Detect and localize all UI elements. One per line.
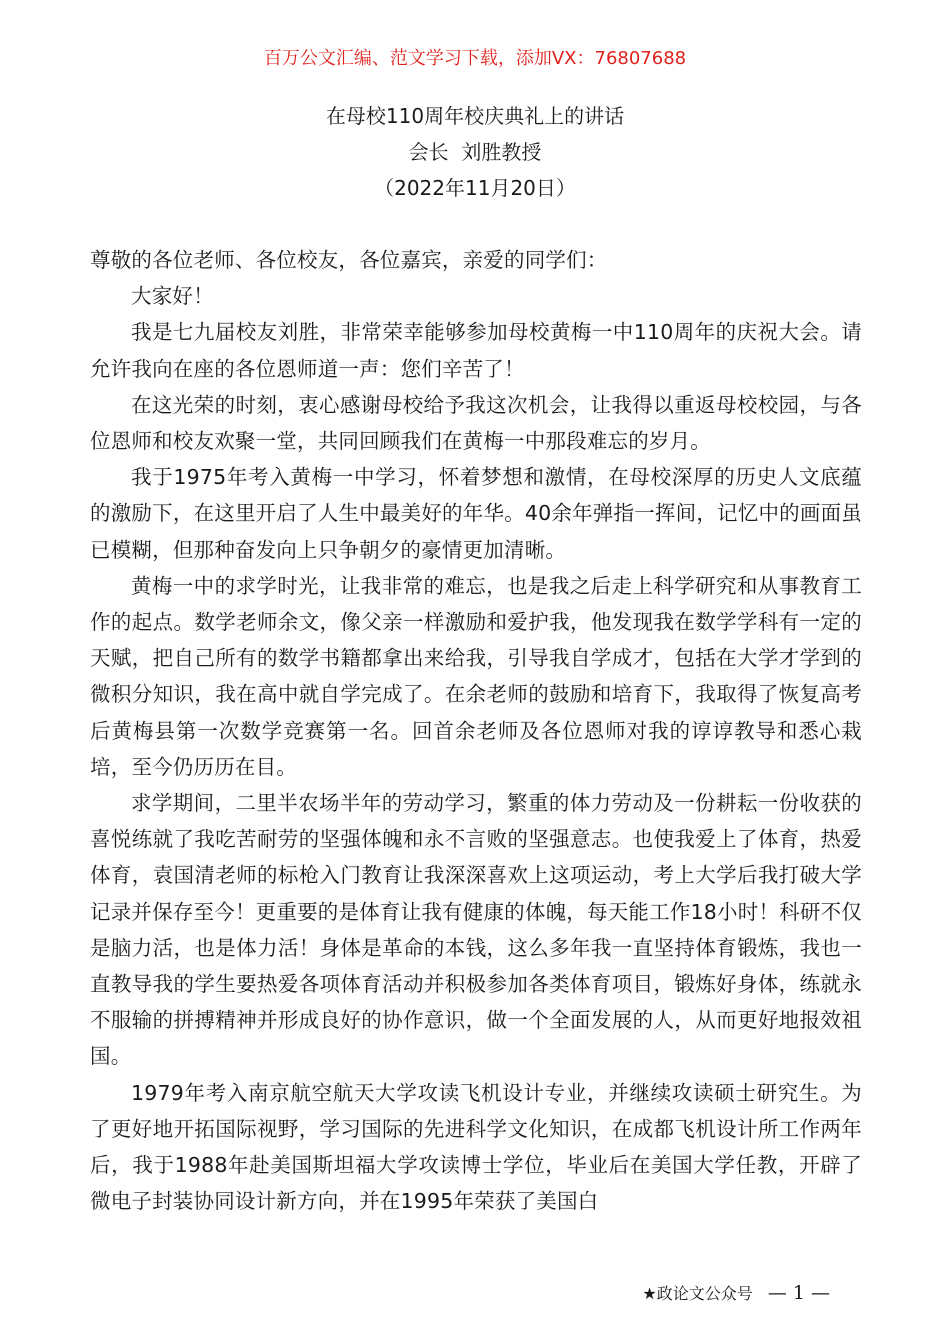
promo-header: 百万公文汇编、范文学习下载，添加VX：76807688 [263,48,687,69]
page-footer [642,1281,830,1306]
salutation: 尊敬的各位老师、各位校友，各位嘉宾，亲爱的同学们： [90,248,608,272]
paragraph: 1979年考入南京航空航天大学攻读飞机设计专业，并继续攻读硕士研究生。为了更好地开拓国际视野，学习国际的先进科学文化知识，在成都飞机设计所工作两年后，我于1988年赴美国斯坦福大学攻读博士学位，毕业后在美国大学任教，开辟了微电子封装协同设计新方向，并在1995年荣获了美国白 [90,1080,862,1214]
title-block [0,98,950,206]
paragraph: 求学期间，二里半农场半年的劳动学习，繁重的体力劳动及一份耕耘一份收获的喜悦练就了我吃苦耐劳的坚强体魄和永不言败的坚强意志。也使我爱上了体育，热爱体育，袁国清老师的标枪入门教育让我深深喜欢上这项运动，考上大学后我打破大学记录并保存至今！更重要的是体育让我有健康的体魄，每天能工作18小时！科研不仅是脑力活，也是体力活！身体是革命的本钱，这么多年我一直坚持体育锻炼，我也一直教导我的学生要热爱各项体育活动并积极参加各类体育项目，锻炼好身体，练就永不服输的拼搏精神并形成良好的协作意识，做一个全面发展的人，从而更好地报效祖国。 [90,791,862,1069]
date-line: （2022年11月20日） [374,176,576,200]
paragraph: 我是七九届校友刘胜，非常荣幸能够参加母校黄梅一中110周年的庆祝大会。请允许我向在座的各位恩师道一声：您们辛苦了！ [90,320,862,381]
speaker-line: 会长 刘胜教授 [408,140,542,164]
paragraph: 在这光荣的时刻，衷心感谢母校给予我这次机会，让我得以重返母校校园，与各位恩师和校友欢聚一堂，共同回顾我们在黄梅一中那段难忘的岁月。 [90,392,862,454]
page-number: — 1 — [767,1282,830,1304]
paragraph: 黄梅一中的求学时光，让我非常的难忘，也是我之后走上科学研究和从事教育工作的起点。数学老师余文，像父亲一样激励和爱护我，他发现我在数学学科有一定的天赋，把自己所有的数学书籍都拿出来给我，引导我自学成才，包括在大学才学到的微积分知识，我在高中就自学完成了。在余老师的鼓励和培育下，我取得了恢复高考后黄梅县第一次数学竞赛第一名。回首余老师及各位恩师对我的谆谆教导和悉心栽培，至今仍历历在目。 [90,573,862,779]
paragraph: 我于1975年考入黄梅一中学习，怀着梦想和激情，在母校深厚的历史人文底蕴的激励下，在这里开启了人生中最美好的年华。40余年弹指一挥间，记忆中的画面虽已模糊，但那种奋发向上只争朝夕的豪情更加清晰。 [90,465,862,562]
paragraph: 大家好！ [131,284,214,309]
speech-body [90,242,862,1219]
document-title: 在母校110周年校庆典礼上的讲话 [325,104,625,128]
footer-source: ★政论文公众号 [642,1284,753,1303]
